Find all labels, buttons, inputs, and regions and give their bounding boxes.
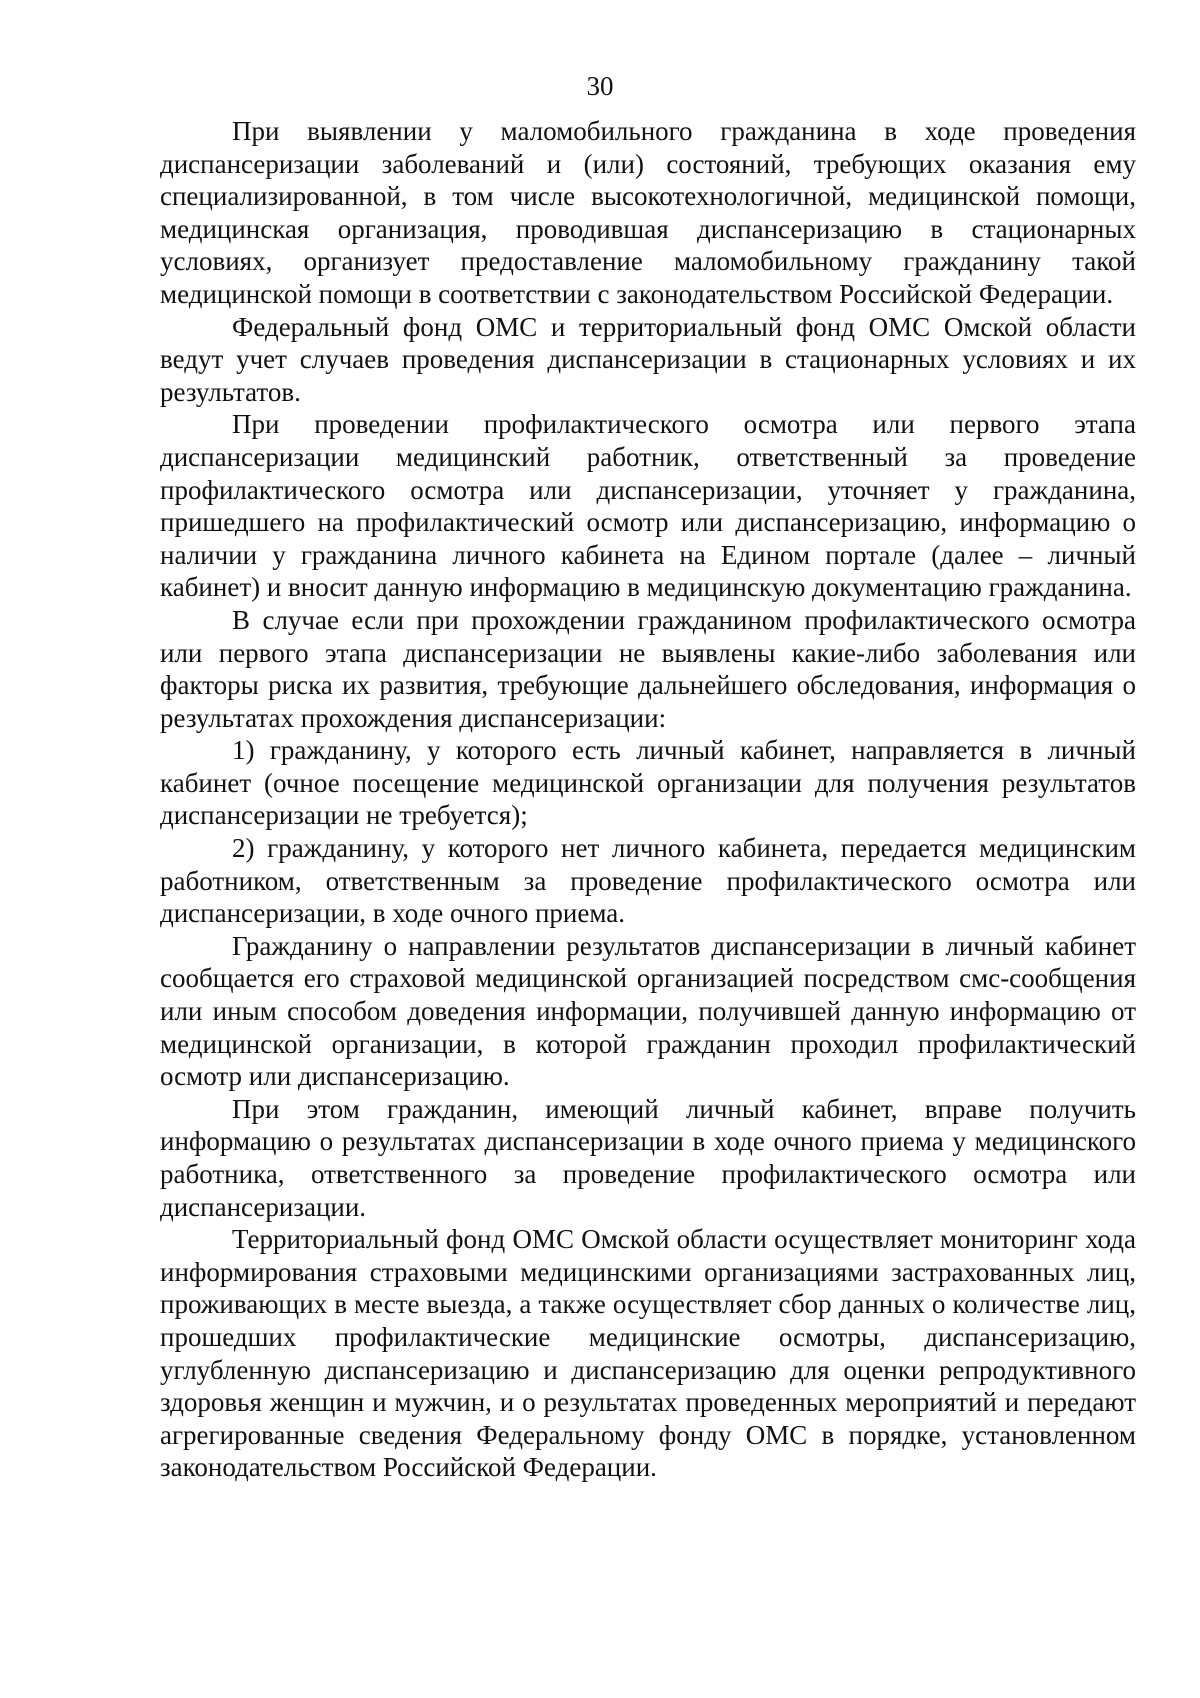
paragraph-oms-accounting: Федеральный фонд ОМС и территориальный фонд ОМС Омской области ведут учет случаев проведения диспансеризации в стационарных условиях и их результатов. (160, 311, 1136, 407)
list-item-without-account: 2) гражданину, у которого нет личного кабинета, передается медицинским работником, ответственным за проведение профилактического осмотра или диспансеризации, в ходе очного приема. (160, 833, 1136, 929)
paragraph-monitoring: Территориальный фонд ОМС Омской области осуществляет мониторинг хода информирования страховыми медицинскими организациями застрахованных лиц, проживающих в месте выезда, а также осуществляет сбор данных о количестве лиц, прошедших профилактические медицинские осмотры, диспансеризацию, углубленную диспансеризацию и диспансеризацию для оценки репродуктивного здоровья женщин и мужчин, и о результатах проведенных мероприятий и передают агрегированные сведения Федеральному фонду ОМС в порядке, установленном законодательством Российской Федерации. (160, 1224, 1136, 1483)
paragraph-low-mobility-care: При выявлении у маломобильного гражданина в ходе проведения диспансеризации заболеваний и (или) состояний, требующих оказания ему специализированной, в том числе высокотехнологичной, медицинской помощи, медицинская организация, проводившая диспансеризацию в стационарных условиях, организует предоставление маломобильному гражданину такой медицинской помощи в соответствии с законодательством Российской Федерации. (160, 116, 1136, 309)
list-item-with-account: 1) гражданину, у которого есть личный кабинет, направляется в личный кабинет (очное посещение медицинской организации для получения результатов диспансеризации не требуется); (160, 735, 1136, 831)
page-number: 30 (586, 71, 614, 101)
paragraph-no-findings-results: В случае если при прохождении гражданином профилактического осмотра или первого этапа диспансеризации не выявлены какие-либо заболевания или факторы риска их развития, требующие дальнейшего обследования, информация о результатах прохождения диспансеризации: (160, 604, 1136, 733)
paragraph-personal-account-check: При проведении профилактического осмотра или первого этапа диспансеризации медицинский работник, ответственный за проведение профилактического осмотра или диспансеризации, уточняет у гражданина, пришедшего на профилактический осмотр или диспансеризацию, информацию о наличии у гражданина личного кабинета на Едином портале (далее – личный кабинет) и вносит данную информацию в медицинскую документацию гражданина. (160, 409, 1136, 603)
paragraph-sms-notification: Гражданину о направлении результатов диспансеризации в личный кабинет сообщается его страховой медицинской организацией посредством смс-сообщения или иным способом доведения информации, получившей данную информацию от медицинской организации, в которой гражданин проходил профилактический осмотр или диспансеризацию. (160, 930, 1136, 1092)
document-body (160, 115, 1136, 1484)
paragraph-in-person-option: При этом гражданин, имеющий личный кабинет, вправе получить информацию о результатах диспансеризации в ходе очного приема у медицинского работника, ответственного за проведение профилактического осмотра или диспансеризации. (160, 1093, 1136, 1222)
